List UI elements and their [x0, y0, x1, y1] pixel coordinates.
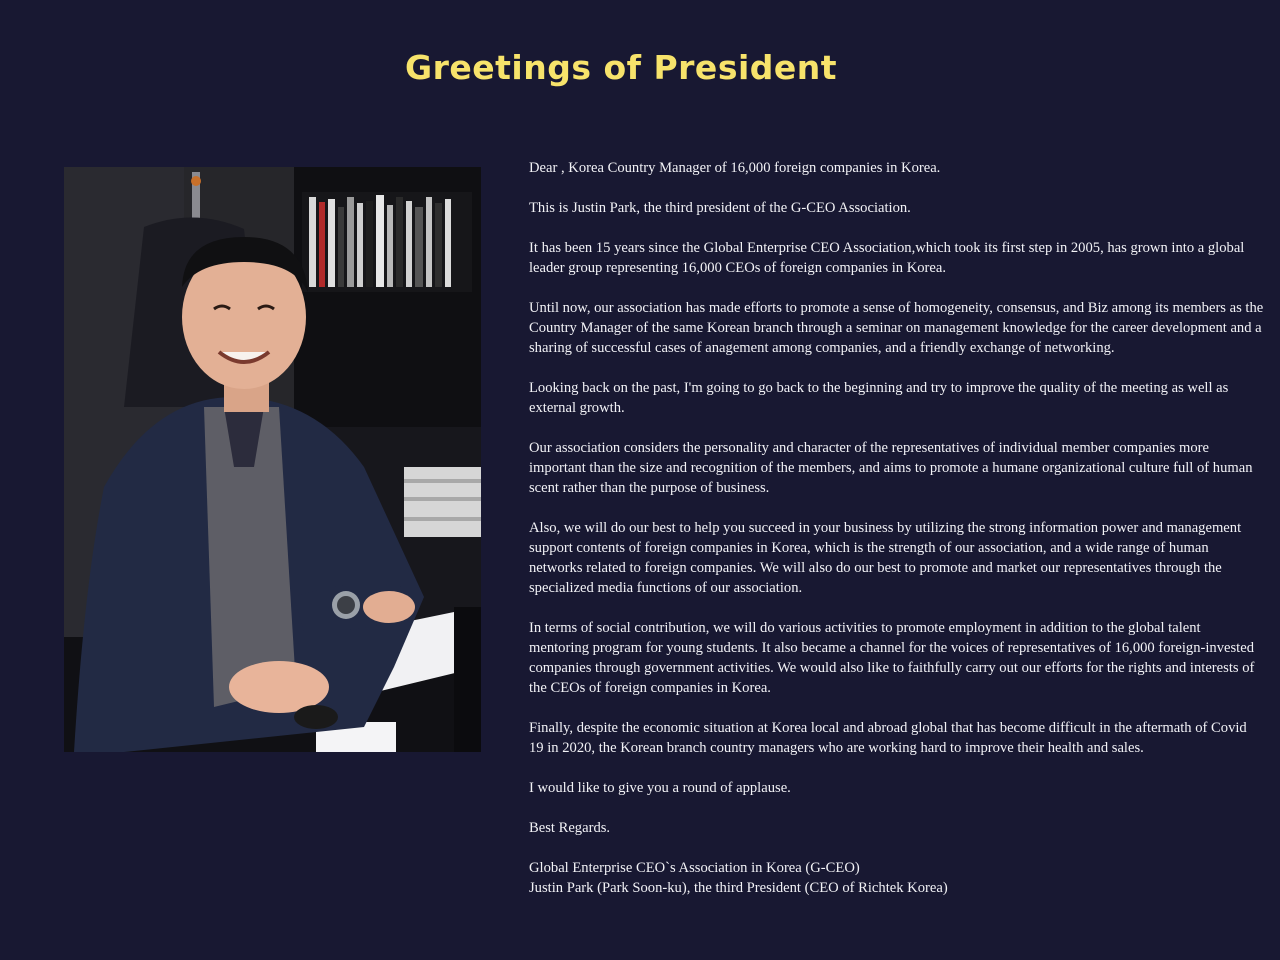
president-photo [64, 167, 481, 752]
letter-paragraph: Best Regards. [529, 820, 611, 836]
letter-paragraph: In terms of social contribution, we will do various activities to promote employment in addition to the global talent mentoring program for young students. It also became a channel for the voices of representatives of 16,000 foreign-invested companies through government activities. We would also like to faithfully carry out our efforts for the rights and interests of the CEOs of foreign companies in Korea. [529, 620, 1255, 696]
president-portrait-photo [64, 167, 481, 752]
signature [529, 858, 1264, 898]
letter-paragraph: Dear , Korea Country Manager of 16,000 foreign companies in Korea. [529, 160, 941, 176]
letter-paragraph: This is Justin Park, the third president of the G-CEO Association. [529, 200, 911, 216]
signature-name: Justin Park (Park Soon-ku), the third President (CEO of Richtek Korea) [529, 880, 948, 896]
letter-paragraph: Until now, our association has made efforts to promote a sense of homogeneity, consensus, and Biz among its members as the Country Manager of the same Korean branch through a seminar on management knowledge for the career development and a sharing of successful cases of anagement among companies, and a friendly exchange of networking. [529, 300, 1264, 356]
letter-paragraph: Our association considers the personality and character of the representatives of individual member companies more important than the size and recognition of the members, and aims to promote a humane organizational culture full of human scent rather than the purpose of business. [529, 440, 1253, 496]
letter-paragraph: It has been 15 years since the Global Enterprise CEO Association,which took its first step in 2005, has grown into a global leader group representing 16,000 CEOs of foreign companies in Korea. [529, 240, 1245, 276]
letter-paragraph: I would like to give you a round of applause. [529, 780, 791, 796]
signature-organization: Global Enterprise CEO`s Association in Korea (G-CEO) [529, 860, 860, 876]
page-title: Greetings of President [405, 48, 838, 87]
letter-paragraph: Finally, despite the economic situation at Korea local and abroad global that has become difficult in the aftermath of Covid 19 in 2020, the Korean branch country managers who are working hard to improve their health and sales. [529, 720, 1247, 756]
letter-paragraph: Looking back on the past, I'm going to go back to the beginning and try to improve the quality of the meeting as well as external growth. [529, 380, 1229, 416]
president-letter [529, 158, 1264, 898]
letter-paragraph: Also, we will do our best to help you succeed in your business by utilizing the strong information power and management support contents of foreign companies in Korea, which is the strength of our association, and a wide range of human networks related to foreign companies. We will also do our best to promote and market our representatives through the specialized media functions of our association. [529, 520, 1242, 596]
